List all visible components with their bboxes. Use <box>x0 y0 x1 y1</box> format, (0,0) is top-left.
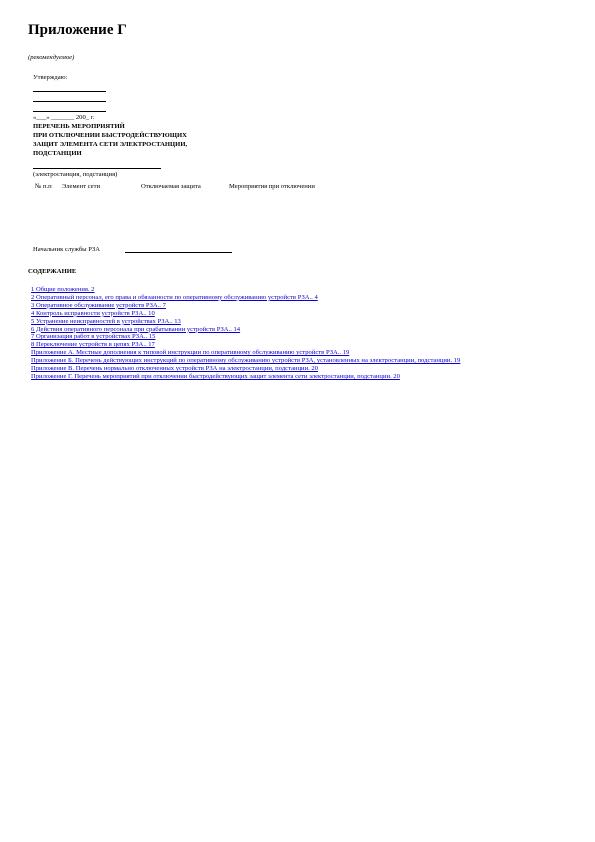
approval-date: «___» _______ 200_ г. <box>33 114 95 121</box>
approval-line-3 <box>33 111 106 112</box>
page-subtitle: (рекомендуемое) <box>28 54 75 61</box>
column-protection: Отключаемая защита <box>141 183 201 190</box>
measures-table-header <box>0 183 595 192</box>
toc-link-7[interactable]: 7 Организация работ в устройствах РЗА.. 15 <box>31 333 156 341</box>
toc-link-6[interactable]: 6 Действия оперативного персонала при срабатывании устройств РЗА.. 14 <box>31 325 241 333</box>
toc-link-appendix-g[interactable]: Приложение Г. Перечень мероприятий при отключении быстродействующих защит элемента сети электростанции, подстанции. 20 <box>31 372 400 380</box>
signature-line <box>125 252 232 253</box>
approval-line-2 <box>33 101 106 102</box>
toc-link-1[interactable]: 1 Общие положения. 2 <box>31 286 95 293</box>
approval-line-1 <box>33 91 106 92</box>
toc-link-8[interactable]: 8 Переключение устройств в цепях РЗА.. 17 <box>31 341 155 349</box>
signature-label: Начальник службы РЗА <box>33 246 101 253</box>
approval-label: Утверждаю: <box>33 74 68 81</box>
page-title: Приложение Г <box>28 22 127 38</box>
measures-heading-line-3: ЗАЩИТ ЭЛЕМЕНТА СЕТИ ЭЛЕКТРОСТАНЦИИ, <box>33 141 188 148</box>
station-caption: (электростанция, подстанция) <box>33 171 118 178</box>
toc-link-2[interactable]: 2 Оперативный персонал, его права и обязанности по оперативному обслуживанию устройств РЗА.. 4 <box>31 293 318 301</box>
column-measures: Мероприятия при отключении <box>229 183 315 190</box>
measures-heading-line-4: ПОДСТАНЦИИ <box>33 150 82 157</box>
toc-link-3[interactable]: 3 Оперативное обслуживание устройств РЗА.. 7 <box>31 301 166 309</box>
toc-heading: СОДЕРЖАНИЕ <box>28 268 77 275</box>
toc-link-appendix-a[interactable]: Приложение А. Местные дополнения к типовой инструкции по оперативному обслуживанию устройств РЗА.. 19 <box>31 349 350 357</box>
toc-link-5[interactable]: 5 Устранение неисправностей в устройствах РЗА.. 13 <box>31 317 181 325</box>
measures-heading-line-2: ПРИ ОТКЛЮЧЕНИИ БЫСТРОДЕЙСТВУЮЩИХ <box>33 132 187 139</box>
column-element: Элемент сети <box>62 183 100 190</box>
toc-link-appendix-v[interactable]: Приложение В. Перечень нормально отключенных устройств РЗА на электростанции, подстанции. 20 <box>31 365 318 373</box>
measures-heading-line-1: ПЕРЕЧЕНЬ МЕРОПРИЯТИЙ <box>33 123 125 130</box>
toc-link-4[interactable]: 4 Контроль исправности устройств РЗА.. 10 <box>31 309 155 317</box>
column-number: № п.п <box>35 183 52 190</box>
table-of-contents <box>31 286 501 381</box>
station-line <box>33 168 161 169</box>
toc-link-appendix-b[interactable]: Приложение Б. Перечень действующих инструкций по оперативному обслуживанию устройств РЗА, установленных на электростанции, подстанции. 19 <box>31 357 461 365</box>
